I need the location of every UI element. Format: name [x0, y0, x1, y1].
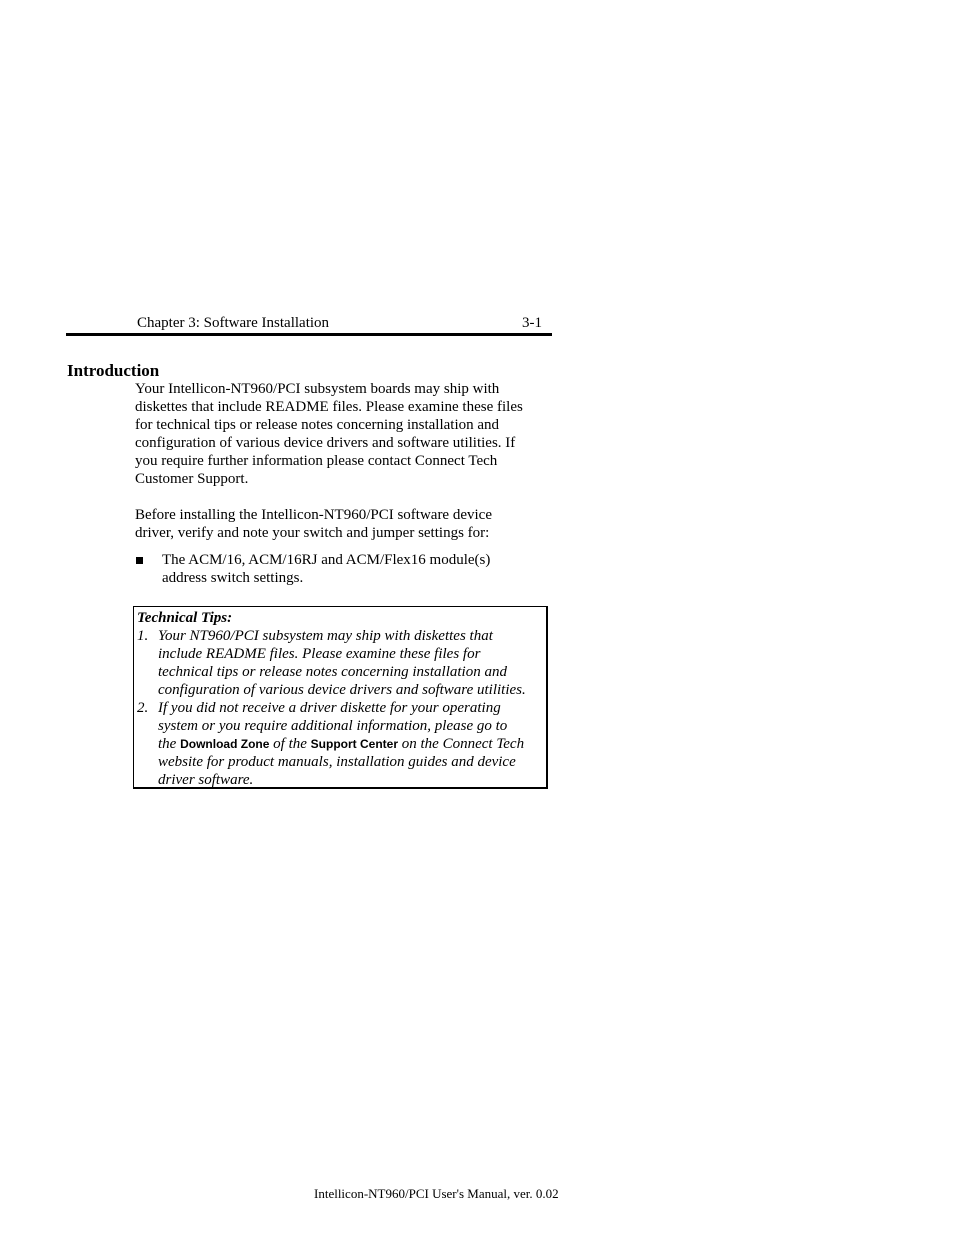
chapter-title: Chapter 3: Software Installation	[137, 315, 330, 331]
tip-item-2	[137, 699, 547, 789]
tip-text	[158, 699, 547, 789]
bullet-item	[162, 551, 562, 587]
text-line: system or you require additional information, please go to	[158, 718, 508, 734]
text-line: address switch settings.	[162, 570, 304, 586]
header-rule	[66, 333, 552, 336]
text-line: configuration of various device drivers and software utilities.	[158, 682, 526, 698]
text-line: Your Intellicon-NT960/PCI subsystem boards may ship with	[135, 381, 500, 397]
section-title: Introduction	[67, 361, 160, 380]
page-number: 3-1	[522, 315, 542, 331]
text-fragment: of the	[269, 736, 311, 752]
text-line: If you did not receive a driver diskette for your operating	[158, 700, 501, 716]
support-center-link[interactable]: Support Center	[310, 737, 398, 751]
download-zone-link[interactable]: Download Zone	[180, 737, 270, 751]
tip-number: 1.	[137, 628, 149, 644]
technical-tips	[137, 609, 547, 789]
intro-paragraph-1	[135, 380, 555, 488]
bullet-square-icon	[136, 557, 143, 564]
text-line: technical tips or release notes concerning installation and	[158, 664, 507, 680]
text-line: Before installing the Intellicon-NT960/PCI software device	[135, 507, 492, 523]
tip-item-1	[137, 627, 547, 699]
text-line: you require further information please contact Connect Tech	[135, 453, 498, 469]
text-line: for technical tips or release notes concerning installation and	[135, 417, 500, 433]
tip-text	[158, 627, 547, 699]
text-line: driver software.	[158, 772, 254, 788]
text-line: The ACM/16, ACM/16RJ and ACM/Flex16 module(s)	[162, 552, 491, 568]
text-line: website for product manuals, installation guides and device	[158, 754, 516, 770]
text-fragment: on the Connect Tech	[398, 736, 525, 752]
text-line	[158, 735, 547, 753]
tips-title: Technical Tips:	[137, 610, 233, 626]
text-line: driver, verify and note your switch and jumper settings for:	[135, 525, 490, 541]
text-fragment: the	[158, 736, 181, 752]
text-line: configuration of various device drivers and software utilities. If	[135, 435, 516, 451]
text-line: Your NT960/PCI subsystem may ship with diskettes that	[158, 628, 493, 644]
tip-number: 2.	[137, 700, 149, 716]
text-line: include README files. Please examine these files for	[158, 646, 481, 662]
text-line: Customer Support.	[135, 471, 249, 487]
footer-text: Intellicon-NT960/PCI User's Manual, ver. 0.02	[314, 1186, 559, 1201]
intro-paragraph-2	[135, 506, 555, 542]
text-line: diskettes that include README files. Please examine these files	[135, 399, 523, 415]
